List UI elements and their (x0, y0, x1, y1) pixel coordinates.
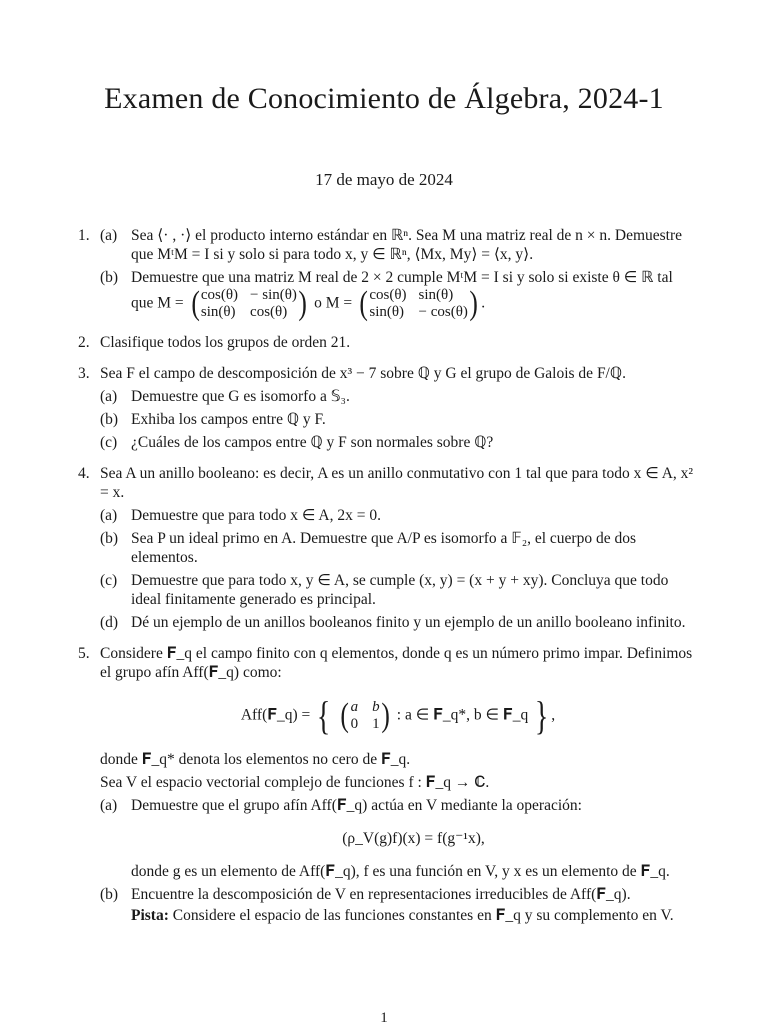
matrix-entry: cos(θ) (250, 304, 288, 320)
problem-4 (78, 464, 696, 632)
problem-number: 2. (78, 334, 90, 351)
part-text: Demuestre que para todo x ∈ A, 2x = 0. (131, 507, 381, 524)
problem-number: 5. (78, 645, 90, 662)
nonzero-note: donde 𝐅_q* denota los elementos no cero de 𝐅_q. (100, 751, 411, 768)
problem-1-part-a (100, 226, 696, 264)
hint-text: Considere el espacio de las funciones constantes en 𝐅_q y su complemento en V. (172, 907, 674, 924)
part-text: ¿Cuáles de los campos entre ℚ y F son normales sobre ℚ? (131, 434, 494, 451)
problem-5 (78, 644, 696, 925)
part-label: (a) (100, 507, 118, 524)
part-text: Encuentre la descomposición de V en representaciones irreducibles de Aff(𝐅_q). (131, 886, 631, 903)
matrix-entry: sin(θ) (369, 304, 405, 320)
problem-5-part-a (100, 796, 696, 881)
part-label: (a) (100, 797, 118, 814)
problem-number: 1. (78, 227, 90, 244)
part-text: Sea ⟨· , ·⟩ el producto interno estándar en ℝⁿ. Sea M una matriz real de n × n. Demuestre que MᵗM = I si y solo si para todo x, y ∈ ℝⁿ, ⟨Mx, My⟩ = ⟨x, y⟩. (131, 227, 683, 263)
matrix-entry: 0 (350, 716, 359, 732)
problem-number: 3. (78, 365, 90, 382)
exam-title: Examen de Conocimiento de Álgebra, 2024-1 (104, 82, 664, 115)
problem-text: Sea F el campo de descomposición de x³ − 7 sobre ℚ y G el grupo de Galois de F/ℚ. (100, 365, 626, 382)
part-label: (b) (100, 269, 119, 286)
part-text: Exhiba los campos entre ℚ y F. (131, 411, 326, 428)
part-text: Sea P un ideal primo en A. Demuestre que A/P es isomorfo a 𝔽₂, el cuerpo de dos elementos. (131, 530, 636, 566)
display-lhs: Aff(𝐅_q) = (240, 706, 311, 724)
problem-number: 4. (78, 465, 90, 482)
display-rhs: : a ∈ 𝐅_q*, b ∈ 𝐅_q (396, 706, 529, 724)
problem-4-part-a (100, 506, 696, 525)
part-label: (a) (100, 227, 118, 244)
problem-3-part-a (100, 387, 696, 406)
matrix-entry: − sin(θ) (250, 287, 297, 303)
hint-label: Pista: (131, 907, 169, 924)
problem-3 (78, 364, 696, 452)
matrix-entry: sin(θ) (200, 304, 236, 320)
part-label: (a) (100, 388, 118, 405)
page-number: 1 (380, 1010, 388, 1026)
matrix-entry: cos(θ) (369, 287, 407, 303)
problem-4-part-b (100, 529, 696, 567)
part-text-mid: o M = (314, 294, 353, 312)
part-text-end: . (481, 294, 486, 312)
matrix-entry: cos(θ) (200, 287, 239, 303)
matrix-entry: sin(θ) (418, 287, 454, 303)
problem-3-part-b (100, 410, 696, 429)
problem-4-part-c (100, 571, 696, 609)
part-text: Demuestre que una matriz M real de 2 × 2 cumple MᵗM = I si y solo si existe θ ∈ ℝ tal que M = (131, 269, 673, 312)
part-label: (d) (100, 614, 119, 631)
reflection-matrix: ( cos(θ) sin(θ) sin(θ) − cos(θ) ) (359, 285, 478, 322)
problem-1-part-b (100, 268, 696, 321)
problem-3-part-c (100, 433, 696, 452)
problem-text: Considere 𝐅_q el campo finito con q elementos, donde q es un número primo impar. Definimos el grupo afín Aff(𝐅_q) como: (100, 645, 693, 681)
problem-1 (78, 226, 696, 321)
part-text: Dé un ejemplo de un anillos booleanos finito y un ejemplo de un anillo booleano infinito. (131, 614, 686, 631)
part-text: Demuestre que el grupo afín Aff(𝐅_q) actúa en V mediante la operación: (131, 797, 582, 814)
exam-date: 17 de mayo de 2024 (315, 170, 453, 189)
matrix-entry: − cos(θ) (418, 304, 468, 320)
problem-4-part-d (100, 613, 696, 632)
problem-text: Sea A un anillo booleano: es decir, A es un anillo conmutativo con 1 tal que para todo x ∈ A, x² = x. (100, 465, 694, 501)
part-text-2: donde g es un elemento de Aff(𝐅_q), f es una función en V, y x es un elemento de 𝐅_q. (131, 863, 670, 880)
part-label: (b) (100, 530, 119, 547)
affine-matrix: ( a b 0 1 ) (340, 697, 390, 734)
part-label: (b) (100, 886, 119, 903)
rotation-matrix: ( cos(θ) − sin(θ) sin(θ) cos(θ) ) (190, 285, 307, 322)
affine-group-definition: Aff(𝐅_q) = { ( a b 0 1 ) : a ∈ 𝐅_q*, b ∈ 𝐅_q } , (240, 693, 556, 738)
action-formula: (ρ_V(g)f)(x) = f(g⁻¹x), (342, 830, 485, 847)
part-text: Demuestre que para todo x, y ∈ A, se cumple (x, y) = (x + y + xy). Concluya que todo ideal finitamente generado es principal. (131, 572, 669, 608)
problem-5-part-b (100, 885, 696, 925)
problem-list (78, 226, 696, 937)
part-text: Demuestre que G es isomorfo a 𝕊₃. (131, 388, 350, 405)
part-label: (c) (100, 434, 118, 451)
matrix-entry: a (350, 699, 359, 715)
problem-2 (78, 333, 696, 352)
matrix-entry: 1 (372, 716, 380, 732)
space-definition: Sea V el espacio vectorial complejo de funciones f : 𝐅_q → ℂ. (100, 774, 490, 791)
matrix-entry: b (372, 699, 380, 715)
part-label: (b) (100, 411, 119, 428)
part-label: (c) (100, 572, 118, 589)
problem-text: Clasifique todos los grupos de orden 21. (100, 334, 351, 351)
hint (131, 906, 696, 925)
